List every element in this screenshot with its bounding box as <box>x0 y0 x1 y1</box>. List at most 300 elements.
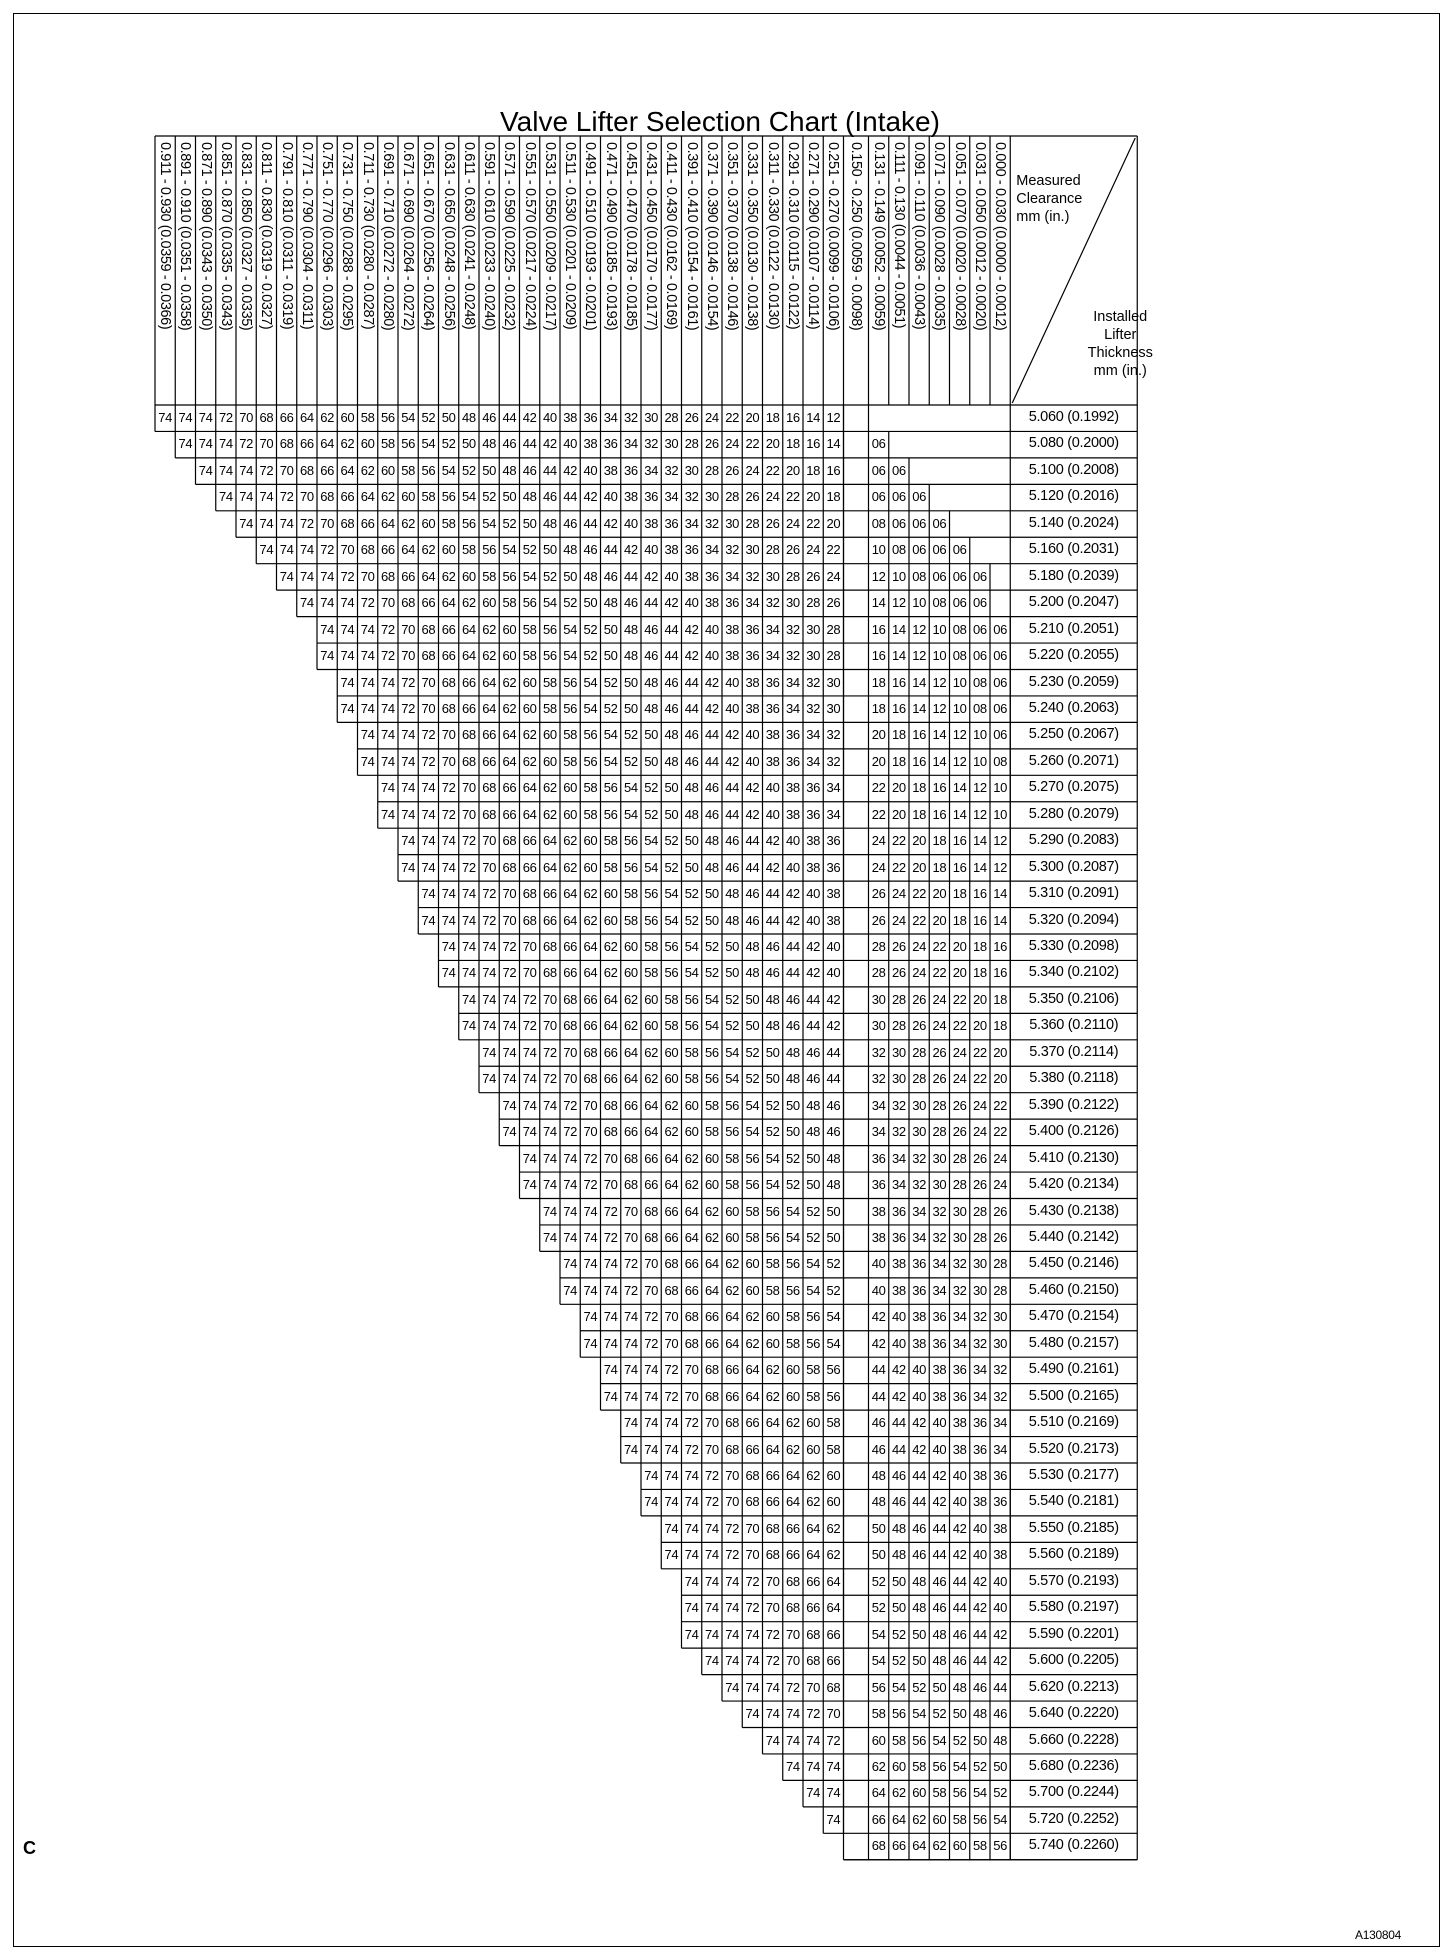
lifter-number-cell: 30 <box>993 1309 1007 1325</box>
lifter-number-cell: 52 <box>664 833 679 849</box>
lifter-number-cell: 36 <box>932 1309 947 1325</box>
lifter-number-cell: 74 <box>543 1097 557 1113</box>
lifter-number-cell: 62 <box>462 595 476 611</box>
lifter-number-cell: 62 <box>912 1811 926 1827</box>
installed-thickness-cell: 5.510 (0.2169) <box>1028 1414 1119 1431</box>
lifter-number-cell: 56 <box>725 1124 739 1140</box>
lifter-number-cell: 74 <box>583 1309 598 1325</box>
lifter-number-cell: 38 <box>603 462 618 478</box>
lifter-number-cell: 74 <box>360 727 375 743</box>
lifter-number-cell: 66 <box>543 912 557 928</box>
lifter-number-cell: 56 <box>603 806 618 822</box>
column-header-label: 0.591 - 0.610 (0.0233 - 0.0240) <box>481 142 498 331</box>
lifter-number-cell: 74 <box>239 489 253 505</box>
lifter-number-cell: 50 <box>745 991 760 1007</box>
lifter-number-cell: 32 <box>993 1388 1007 1404</box>
lifter-number-cell: 74 <box>543 1229 557 1245</box>
lifter-number-cell: 74 <box>705 1573 719 1589</box>
lifter-number-cell: 42 <box>745 806 760 822</box>
lifter-number-cell: 24 <box>786 515 800 531</box>
lifter-number-cell: 38 <box>912 1309 926 1325</box>
column-header-label: 0.811 - 0.830 (0.0319 - 0.0327) <box>258 142 275 330</box>
lifter-number-cell: 62 <box>360 462 375 478</box>
lifter-number-cell: 74 <box>381 806 395 822</box>
lifter-number-cell: 48 <box>806 1097 820 1113</box>
lifter-number-cell: 10 <box>952 700 967 716</box>
lifter-number-cell: 36 <box>786 753 800 769</box>
lifter-number-cell: 06 <box>912 489 926 505</box>
lifter-number-cell: 44 <box>563 489 577 505</box>
lifter-number-cell: 54 <box>786 1229 800 1245</box>
lifter-number-cell: 74 <box>725 1573 739 1589</box>
lifter-number-cell: 74 <box>786 1732 800 1748</box>
lifter-number-cell: 72 <box>664 1362 679 1378</box>
lifter-number-cell: 48 <box>912 1600 926 1616</box>
lifter-number-cell: 64 <box>624 1071 638 1087</box>
lifter-number-cell: 14 <box>973 859 987 875</box>
installed-thickness-cell: 5.490 (0.2161) <box>1028 1361 1119 1378</box>
lifter-number-cell: 54 <box>871 1626 886 1642</box>
lifter-number-cell: 70 <box>502 886 517 902</box>
lifter-number-cell: 64 <box>684 1229 699 1245</box>
lifter-number-cell: 70 <box>664 1309 679 1325</box>
lifter-number-cell: 58 <box>892 1732 906 1748</box>
lifter-number-cell: 46 <box>684 753 699 769</box>
lifter-number-cell: 74 <box>664 1547 679 1563</box>
lifter-number-cell: 54 <box>543 595 557 611</box>
lifter-number-cell: 56 <box>664 965 679 981</box>
lifter-number-cell: 36 <box>765 674 780 690</box>
lifter-number-cell: 74 <box>401 753 415 769</box>
lifter-number-cell: 46 <box>522 462 537 478</box>
lifter-number-cell: 60 <box>765 1335 780 1351</box>
lifter-number-cell: 74 <box>360 674 375 690</box>
lifter-number-cell: 56 <box>806 1309 820 1325</box>
lifter-number-cell: 68 <box>705 1388 719 1404</box>
lifter-number-cell: 62 <box>624 1018 638 1034</box>
lifter-number-cell: 28 <box>952 1150 967 1166</box>
lifter-number-cell: 36 <box>603 436 618 452</box>
lifter-number-cell: 10 <box>932 648 947 664</box>
lifter-number-cell: 58 <box>502 595 517 611</box>
lifter-number-cell: 46 <box>871 1441 886 1457</box>
lifter-number-cell: 60 <box>952 1838 967 1854</box>
lifter-number-cell: 46 <box>684 727 699 743</box>
lifter-number-cell: 36 <box>806 780 820 796</box>
column-header-label: 0.351 - 0.370 (0.0138 - 0.0146) <box>724 142 741 331</box>
lifter-number-cell: 74 <box>603 1362 618 1378</box>
lifter-number-cell: 32 <box>973 1335 987 1351</box>
lifter-number-cell: 18 <box>892 753 906 769</box>
lifter-number-cell: 42 <box>892 1362 906 1378</box>
lifter-number-cell: 36 <box>952 1362 967 1378</box>
clearance-column-header <box>803 136 823 405</box>
lifter-number-cell: 58 <box>603 859 618 875</box>
lifter-number-cell: 46 <box>664 674 679 690</box>
lifter-number-cell: 12 <box>932 674 947 690</box>
lifter-number-cell: 54 <box>664 912 679 928</box>
lifter-number-cell: 74 <box>664 1494 679 1510</box>
lifter-number-cell: 44 <box>745 833 760 849</box>
lifter-number-cell: 40 <box>603 489 618 505</box>
lifter-number-cell: 60 <box>502 621 517 637</box>
lifter-number-cell: 54 <box>421 436 436 452</box>
lifter-number-cell: 18 <box>932 859 947 875</box>
installed-thickness-label: Installed Lifter Thickness mm (in.) <box>1087 309 1153 379</box>
lifter-number-cell: 70 <box>239 410 253 425</box>
lifter-number-cell: 48 <box>664 727 679 743</box>
lifter-number-cell: 66 <box>705 1335 719 1351</box>
lifter-number-cell: 18 <box>912 806 926 822</box>
lifter-number-cell: 60 <box>462 568 476 584</box>
lifter-number-cell: 32 <box>892 1124 906 1140</box>
lifter-number-cell: 62 <box>826 1547 841 1563</box>
lifter-number-cell: 60 <box>563 780 577 796</box>
lifter-number-cell: 50 <box>912 1653 926 1669</box>
lifter-number-cell: 58 <box>806 1388 820 1404</box>
lifter-number-cell: 66 <box>421 595 436 611</box>
lifter-number-cell: 34 <box>973 1388 987 1404</box>
lifter-number-cell: 06 <box>892 515 906 531</box>
lifter-number-cell: 18 <box>952 912 967 928</box>
lifter-number-cell: 46 <box>583 542 598 558</box>
lifter-number-cell: 48 <box>765 1018 780 1034</box>
lifter-number-cell: 54 <box>684 939 699 954</box>
lifter-number-cell: 66 <box>563 965 577 981</box>
lifter-number-cell: 12 <box>993 833 1007 849</box>
clearance-column-header <box>520 136 540 405</box>
lifter-number-cell: 48 <box>502 462 517 478</box>
lifter-number-cell: 32 <box>664 462 679 478</box>
lifter-number-cell: 38 <box>664 542 679 558</box>
lifter-number-cell: 28 <box>892 991 906 1007</box>
lifter-number-cell: 06 <box>993 648 1007 664</box>
lifter-number-cell: 24 <box>973 1124 987 1140</box>
lifter-number-cell: 60 <box>624 965 638 981</box>
lifter-number-cell: 38 <box>973 1494 987 1510</box>
lifter-number-cell: 32 <box>952 1282 967 1298</box>
column-header-label: 0.651 - 0.670 (0.0256 - 0.0264) <box>420 142 437 331</box>
lifter-number-cell: 42 <box>826 991 841 1007</box>
lifter-number-cell: 26 <box>745 489 760 505</box>
lifter-number-cell: 66 <box>381 542 395 558</box>
lifter-number-cell: 74 <box>320 621 334 637</box>
lifter-number-cell: 44 <box>806 991 820 1007</box>
lifter-number-cell: 64 <box>603 1018 618 1034</box>
lifter-number-cell: 54 <box>603 727 618 743</box>
lifter-number-cell: 06 <box>932 542 947 558</box>
lifter-number-cell: 18 <box>786 436 800 452</box>
lifter-number-cell: 22 <box>932 939 947 954</box>
lifter-number-cell: 62 <box>381 489 395 505</box>
lifter-number-cell: 56 <box>705 1044 719 1060</box>
lifter-number-cell: 74 <box>725 1679 739 1695</box>
lifter-number-cell: 36 <box>806 806 820 822</box>
lifter-number-cell: 50 <box>644 727 658 743</box>
lifter-number-cell: 52 <box>603 674 618 690</box>
lifter-number-cell: 56 <box>973 1811 987 1827</box>
lifter-number-cell: 10 <box>993 780 1007 796</box>
column-header-label: 0.851 - 0.870 (0.0335 - 0.0343) <box>217 142 234 331</box>
lifter-number-cell: 54 <box>644 859 658 875</box>
lifter-number-cell: 72 <box>563 1124 577 1140</box>
lifter-number-cell: 16 <box>912 727 926 743</box>
lifter-number-cell: 08 <box>912 568 926 584</box>
lifter-number-cell: 72 <box>482 886 496 902</box>
lifter-number-cell: 44 <box>912 1494 926 1510</box>
lifter-number-cell: 44 <box>725 806 739 822</box>
lifter-number-cell: 70 <box>482 859 496 875</box>
column-header-label: 0.871 - 0.890 (0.0343 - 0.0350) <box>197 142 214 331</box>
lifter-number-cell: 44 <box>892 1415 906 1431</box>
lifter-number-cell: 20 <box>952 965 967 981</box>
lifter-number-cell: 62 <box>684 1150 699 1166</box>
lifter-number-cell: 42 <box>786 912 800 928</box>
lifter-number-cell: 72 <box>300 515 314 531</box>
lifter-number-cell: 70 <box>401 621 415 637</box>
lifter-number-cell: 74 <box>624 1362 638 1378</box>
clearance-column-header <box>601 136 621 405</box>
lifter-number-cell: 66 <box>603 1071 618 1087</box>
lifter-number-cell: 74 <box>684 1626 699 1642</box>
lifter-number-cell: 52 <box>806 1229 820 1245</box>
lifter-number-cell: 34 <box>871 1097 886 1113</box>
lifter-number-cell: 70 <box>624 1229 638 1245</box>
lifter-number-cell: 20 <box>912 859 926 875</box>
lifter-number-cell: 74 <box>259 489 274 505</box>
lifter-number-cell: 56 <box>664 939 679 954</box>
lifter-number-cell: 32 <box>684 489 699 505</box>
figure-id: A130804 <box>1355 1928 1401 1942</box>
lifter-number-cell: 68 <box>745 1494 760 1510</box>
lifter-number-cell: 30 <box>684 462 699 478</box>
column-header-label: 0.431 - 0.450 (0.0170 - 0.0177) <box>643 142 660 331</box>
lifter-number-cell: 46 <box>644 621 658 637</box>
lifter-number-cell: 22 <box>932 965 947 981</box>
lifter-number-cell: 74 <box>381 780 395 796</box>
lifter-number-cell: 18 <box>765 410 780 425</box>
lifter-number-cell: 46 <box>806 1071 820 1087</box>
lifter-number-cell: 74 <box>705 1520 719 1536</box>
lifter-number-cell: 20 <box>826 515 841 531</box>
lifter-number-cell: 62 <box>340 436 355 452</box>
installed-thickness-cell: 5.250 (0.2067) <box>1028 726 1119 743</box>
lifter-number-cell: 66 <box>765 1494 780 1510</box>
lifter-number-cell: 74 <box>563 1282 577 1298</box>
lifter-number-cell: 24 <box>932 991 947 1007</box>
lifter-number-cell: 68 <box>340 515 355 531</box>
lifter-number-cell: 34 <box>603 410 618 425</box>
lifter-number-cell: 44 <box>826 1071 841 1087</box>
lifter-number-cell: 52 <box>765 1097 780 1113</box>
lifter-number-cell: 58 <box>973 1838 987 1854</box>
lifter-number-cell: 70 <box>786 1653 800 1669</box>
lifter-number-cell: 42 <box>745 780 760 796</box>
lifter-number-cell: 34 <box>725 568 739 584</box>
lifter-number-cell: 06 <box>871 436 886 452</box>
lifter-number-cell: 42 <box>806 939 820 954</box>
lifter-number-cell: 48 <box>462 410 476 425</box>
lifter-number-cell: 14 <box>973 833 987 849</box>
lifter-number-cell: 46 <box>765 939 780 954</box>
lifter-number-cell: 68 <box>563 1018 577 1034</box>
lifter-number-cell: 72 <box>806 1706 820 1722</box>
lifter-number-cell: 44 <box>543 462 557 478</box>
lifter-number-cell: 74 <box>684 1547 699 1563</box>
lifter-number-cell: 32 <box>765 595 780 611</box>
lifter-number-cell: 60 <box>421 515 436 531</box>
lifter-number-cell: 50 <box>441 410 456 425</box>
lifter-number-cell: 50 <box>705 886 719 902</box>
lifter-number-cell: 74 <box>502 991 517 1007</box>
lifter-number-cell: 38 <box>765 727 780 743</box>
lifter-number-cell: 44 <box>603 542 618 558</box>
lifter-number-cell: 42 <box>806 965 820 981</box>
lifter-number-cell: 36 <box>932 1335 947 1351</box>
installed-thickness-cell: 5.500 (0.2165) <box>1028 1387 1119 1404</box>
lifter-number-cell: 74 <box>583 1203 598 1219</box>
lifter-number-cell: 34 <box>806 753 820 769</box>
lifter-number-cell: 74 <box>522 1044 537 1060</box>
lifter-number-cell: 54 <box>644 833 658 849</box>
lifter-number-cell: 38 <box>624 489 638 505</box>
lifter-number-cell: 56 <box>543 621 557 637</box>
lifter-number-cell: 30 <box>932 1150 947 1166</box>
clearance-column-header <box>580 136 600 405</box>
lifter-number-cell: 26 <box>705 436 719 452</box>
lifter-number-cell: 30 <box>892 1071 906 1087</box>
lifter-number-cell: 56 <box>952 1785 967 1801</box>
installed-thickness-cell: 5.660 (0.2228) <box>1028 1731 1119 1748</box>
lifter-number-cell: 68 <box>381 568 395 584</box>
lifter-number-cell: 06 <box>932 568 947 584</box>
lifter-number-cell: 46 <box>892 1494 906 1510</box>
lifter-number-cell: 42 <box>932 1494 947 1510</box>
lifter-number-cell: 68 <box>583 1071 598 1087</box>
installed-thickness-cell: 5.240 (0.2063) <box>1028 699 1119 716</box>
lifter-number-cell: 54 <box>441 462 456 478</box>
lifter-number-cell: 72 <box>462 833 476 849</box>
lifter-number-cell: 26 <box>993 1203 1007 1219</box>
lifter-number-cell: 74 <box>381 753 395 769</box>
lifter-number-cell: 72 <box>583 1177 598 1193</box>
lifter-number-cell: 44 <box>871 1388 886 1404</box>
lifter-number-cell: 70 <box>765 1600 780 1616</box>
lifter-number-cell: 64 <box>765 1415 780 1431</box>
lifter-number-cell: 52 <box>993 1785 1007 1801</box>
lifter-number-cell: 36 <box>664 515 679 531</box>
lifter-number-cell: 32 <box>871 1071 886 1087</box>
lifter-number-cell: 36 <box>993 1468 1007 1483</box>
lifter-number-cell: 52 <box>482 489 496 505</box>
lifter-number-cell: 52 <box>725 1018 739 1034</box>
lifter-number-cell: 74 <box>178 436 193 452</box>
lifter-number-cell: 26 <box>684 410 699 425</box>
lifter-number-cell: 56 <box>871 1679 886 1695</box>
lifter-number-cell: 62 <box>664 1124 679 1140</box>
lifter-number-cell: 70 <box>603 1177 618 1193</box>
lifter-number-cell: 30 <box>932 1177 947 1193</box>
lifter-number-cell: 74 <box>583 1282 598 1298</box>
lifter-number-cell: 40 <box>644 542 658 558</box>
lifter-number-cell: 68 <box>705 1362 719 1378</box>
lifter-number-cell: 68 <box>401 595 415 611</box>
lifter-number-cell: 56 <box>563 674 577 690</box>
lifter-number-cell: 72 <box>583 1150 598 1166</box>
lifter-number-cell: 74 <box>158 410 172 425</box>
lifter-number-cell: 44 <box>786 939 800 954</box>
lifter-number-cell: 68 <box>806 1653 820 1669</box>
lifter-number-cell: 40 <box>826 939 841 954</box>
column-header-label: 0.451 - 0.470 (0.0178 - 0.0185) <box>622 142 639 331</box>
lifter-number-cell: 70 <box>522 965 537 981</box>
installed-thickness-cell: 5.140 (0.2024) <box>1028 514 1119 531</box>
lifter-number-cell: 68 <box>421 621 436 637</box>
lifter-number-cell: 42 <box>912 1441 926 1457</box>
lifter-number-cell: 42 <box>912 1415 926 1431</box>
lifter-number-cell: 34 <box>765 621 780 637</box>
lifter-number-cell: 68 <box>563 991 577 1007</box>
lifter-number-cell: 70 <box>421 700 436 716</box>
lifter-number-cell: 74 <box>441 965 456 981</box>
lifter-number-cell: 50 <box>871 1520 886 1536</box>
lifter-number-cell: 58 <box>462 542 476 558</box>
lifter-number-cell: 54 <box>603 753 618 769</box>
lifter-number-cell: 38 <box>952 1415 967 1431</box>
lifter-number-cell: 06 <box>952 568 967 584</box>
lifter-number-cell: 46 <box>603 568 618 584</box>
lifter-number-cell: 30 <box>664 436 679 452</box>
lifter-number-cell: 72 <box>705 1468 719 1483</box>
lifter-number-cell: 46 <box>482 410 496 425</box>
lifter-number-cell: 38 <box>912 1335 926 1351</box>
lifter-number-cell: 50 <box>765 1071 780 1087</box>
column-header-label: 0.551 - 0.570 (0.0217 - 0.0224) <box>521 142 538 331</box>
clearance-column-header <box>641 136 661 405</box>
lifter-number-cell: 40 <box>993 1600 1007 1616</box>
lifter-number-cell: 74 <box>603 1388 618 1404</box>
lifter-number-cell: 52 <box>543 568 557 584</box>
lifter-number-cell: 74 <box>502 1044 517 1060</box>
lifter-number-cell: 38 <box>871 1203 886 1219</box>
lifter-number-cell: 74 <box>603 1256 618 1272</box>
lifter-number-cell: 74 <box>462 991 476 1007</box>
installed-thickness-cell: 5.420 (0.2134) <box>1028 1176 1119 1193</box>
lifter-number-cell: 54 <box>624 806 638 822</box>
lifter-number-cell: 74 <box>401 806 415 822</box>
lifter-number-cell: 68 <box>765 1520 780 1536</box>
lifter-number-cell: 64 <box>543 833 557 849</box>
column-header-label: 0.131 - 0.149 (0.0052 - 0.0059) <box>870 142 887 331</box>
lifter-number-cell: 66 <box>360 515 375 531</box>
lifter-number-cell: 72 <box>725 1547 739 1563</box>
lifter-number-cell: 66 <box>826 1653 841 1669</box>
lifter-number-cell: 32 <box>871 1044 886 1060</box>
lifter-number-cell: 30 <box>952 1203 967 1219</box>
lifter-number-cell: 62 <box>482 621 496 637</box>
installed-thickness-cell: 5.450 (0.2146) <box>1028 1255 1119 1272</box>
lifter-number-cell: 28 <box>973 1203 987 1219</box>
clearance-column-header <box>317 136 337 405</box>
lifter-number-cell: 38 <box>806 859 820 875</box>
lifter-number-cell: 72 <box>522 991 537 1007</box>
lifter-number-cell: 68 <box>725 1415 739 1431</box>
lifter-number-cell: 40 <box>786 833 800 849</box>
column-header-label: 0.751 - 0.770 (0.0296 - 0.0303) <box>319 142 336 331</box>
lifter-number-cell: 54 <box>826 1335 841 1351</box>
lifter-number-cell: 06 <box>993 727 1007 743</box>
lifter-number-cell: 36 <box>871 1177 886 1193</box>
